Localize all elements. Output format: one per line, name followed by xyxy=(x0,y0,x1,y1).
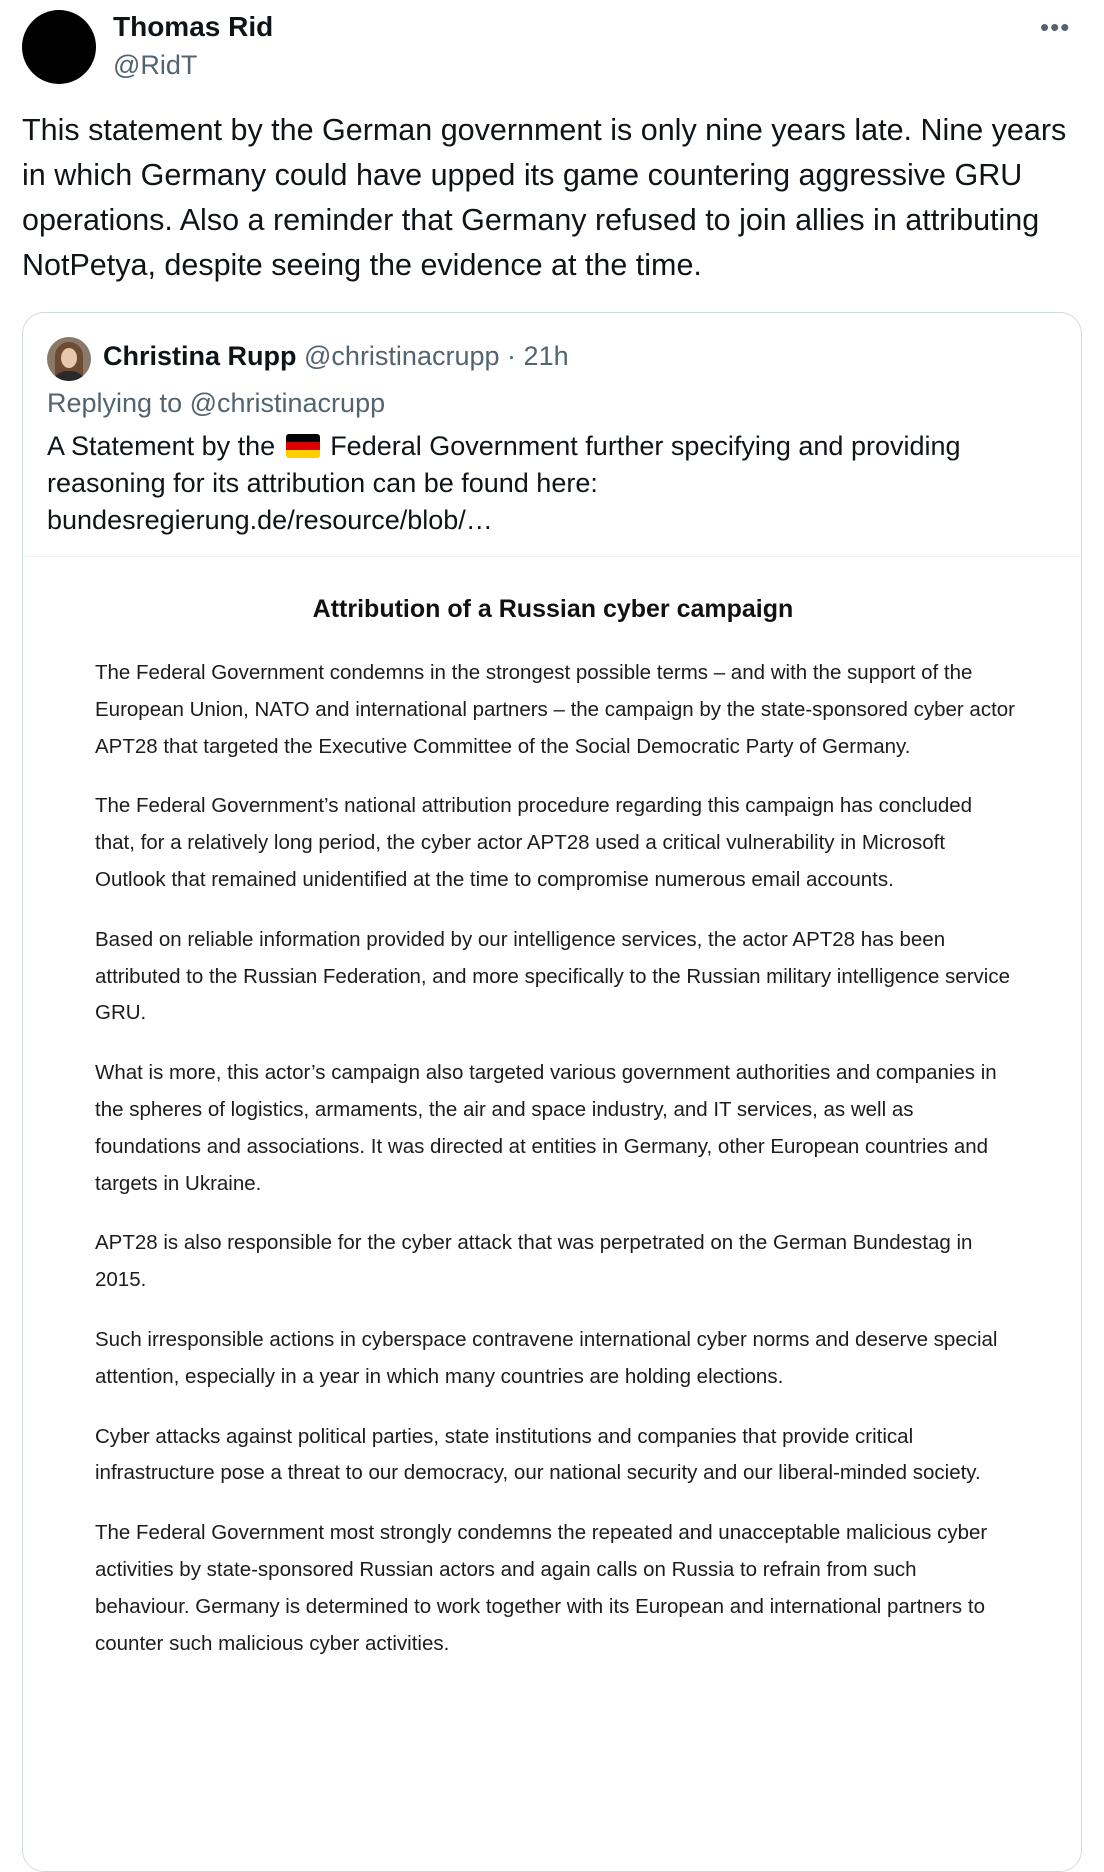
quoted-author-name[interactable]: Christina Rupp xyxy=(103,341,297,371)
document-paragraph: The Federal Government’s national attribution procedure regarding this campaign has concluded that, for a relatively long period, the cyber actor APT28 used a critical vulnerability in Microsoft Outlook that remained unidentified at the time to compromise numerous email accounts. xyxy=(95,794,973,891)
replying-to-prefix: Replying to xyxy=(47,388,183,418)
document-paragraph: APT28 is also responsible for the cyber attack that was perpetrated on the German Bundestag in 2015. xyxy=(95,1231,973,1292)
replying-to-link[interactable]: @christinacrupp xyxy=(189,388,386,418)
quoted-tweet-header xyxy=(103,339,569,373)
author-avatar[interactable] xyxy=(22,10,96,84)
quoted-tweet-text xyxy=(47,428,1057,539)
document-paragraph: Such irresponsible actions in cyberspace contravene international cyber norms and deserve special attention, especially in a year in which many countries are holding elections. xyxy=(95,1327,998,1388)
replying-to xyxy=(47,386,385,420)
quoted-text-part-2: Federal Government further specifying and providing reasoning for its attribution can be found here: xyxy=(47,431,961,498)
quoted-tweet-card[interactable] xyxy=(22,312,1082,1872)
document-paragraph: What is more, this actor’s campaign also targeted various government authorities and companies in the spheres of logistics, armaments, the air and space industry, and IT services, as well as foundations and associations. It was directed at entities in Germany, other European countries and targets in Ukraine. xyxy=(95,1061,997,1195)
document-paragraph: The Federal Government condemns in the strongest possible terms – and with the support of the European Union, NATO and international partners – the campaign by the state-sponsored cyber actor APT28 that targeted the Executive Committee of the Social Democratic Party of Germany. xyxy=(95,661,1015,758)
germany-flag-icon xyxy=(286,434,320,458)
document-paragraph: The Federal Government most strongly condemns the repeated and unacceptable malicious cyber activities by state-sponsored Russian actors and again calls on Russia to refrain from such behaviour. Germany is determined to work together with its European and international partners to counter such malicious cyber activities. xyxy=(95,1521,988,1655)
more-horizontal-icon[interactable]: ••• xyxy=(1040,12,1071,42)
author-handle[interactable]: @RidT xyxy=(113,50,198,80)
quoted-text-part-1: A Statement by the xyxy=(47,431,276,461)
quoted-timestamp[interactable]: 21h xyxy=(523,341,569,371)
document-body xyxy=(95,655,1015,1685)
quoted-author-handle[interactable]: @christinacrupp xyxy=(304,341,500,371)
author-name[interactable]: Thomas Rid xyxy=(113,11,274,42)
attached-document-image[interactable] xyxy=(23,556,1082,1872)
quoted-author-avatar[interactable] xyxy=(47,337,91,381)
meta-separator: · xyxy=(507,341,517,371)
document-paragraph: Cyber attacks against political parties, state institutions and companies that provide critical infrastructure pose a threat to our democracy, our national security and our liberal-minded society. xyxy=(95,1424,981,1485)
document-paragraph: Based on reliable information provided by our intelligence services, the actor APT28 has been attributed to the Russian Federation, and more specifically to the Russian military intelligence service GRU. xyxy=(95,927,1010,1025)
document-title: Attribution of a Russian cyber campaign xyxy=(312,595,794,623)
tweet-text: This statement by the German government is only nine years late. Nine years in which Germany could have upped its game countering aggressive GRU operations. Also a reminder that Germany refused to join allies in attributing NotPetya, despite seeing the evidence at the time. xyxy=(22,113,1067,282)
quoted-link[interactable]: bundesregierung.de/resource/blob/… xyxy=(47,505,493,535)
